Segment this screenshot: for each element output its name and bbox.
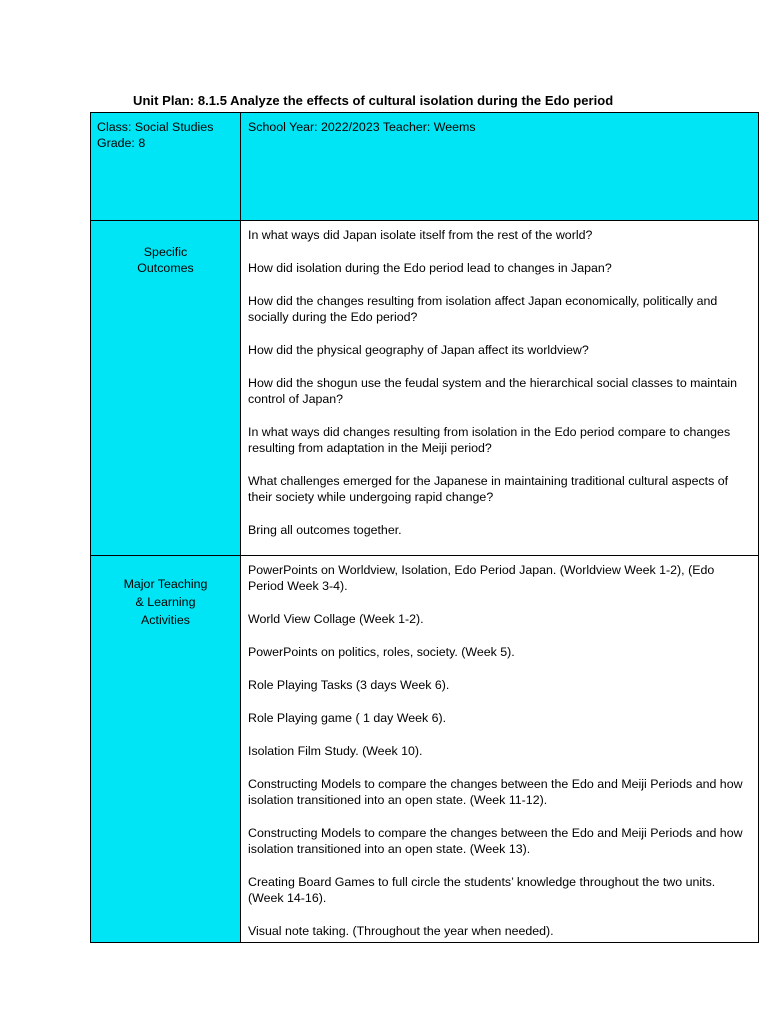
activity-item: Visual note taking. (Throughout the year when needed).: [248, 924, 554, 938]
activity-item: Creating Board Games to full circle the students’ knowledge throughout the two units. (Week 14-16).: [248, 875, 716, 905]
activity-item: Role Playing game ( 1 day Week 6).: [248, 711, 447, 725]
activity-item: PowerPoints on Worldview, Isolation, Edo Period Japan. (Worldview Week 1-2), (Edo Period Week 3-4).: [248, 563, 715, 593]
activity-item: Isolation Film Study. (Week 10).: [248, 744, 423, 758]
activity-item: Constructing Models to compare the changes between the Edo and Meiji Periods and how isolation transitioned into an open state. (Week 11-12).: [248, 777, 743, 807]
outcome-item: How did the shogun use the feudal system and the hierarchical social classes to maintain control of Japan?: [248, 376, 738, 406]
activity-item: World View Collage (Week 1-2).: [248, 612, 424, 626]
activities-label-cell: [91, 556, 241, 943]
header-row: [91, 113, 759, 221]
outcome-item: In what ways did changes resulting from isolation in the Edo period compare to changes resulting from adaptation in the Meiji period?: [248, 425, 731, 455]
activity-item: Constructing Models to compare the changes between the Edo and Meiji Periods and how isolation transitioned into an open state. (Week 13).: [248, 826, 743, 856]
activity-item: Role Playing Tasks (3 days Week 6).: [248, 678, 450, 692]
outcome-item: Bring all outcomes together.: [248, 523, 402, 537]
activity-item: PowerPoints on politics, roles, society. (Week 5).: [248, 645, 515, 659]
outcome-item: What challenges emerged for the Japanese in maintaining traditional cultural aspects of their society while undergoing rapid change?: [248, 474, 729, 504]
activities-label-line: Major Teaching: [123, 577, 208, 591]
outcomes-row: [91, 221, 759, 556]
activities-label-line: Activities: [141, 613, 190, 627]
outcomes-list: [241, 221, 759, 556]
school-year-teacher-label: School Year: 2022/2023 Teacher: Weems: [248, 120, 476, 134]
school-info-cell: [241, 113, 759, 221]
outcome-item: How did the physical geography of Japan affect its worldview?: [248, 343, 589, 357]
unit-plan-table: [90, 112, 759, 943]
unit-plan-title: Unit Plan: 8.1.5 Analyze the effects of cultural isolation during the Edo period: [133, 93, 614, 108]
outcomes-label-line: Specific: [143, 245, 188, 259]
activities-list: [241, 556, 759, 943]
outcome-item: In what ways did Japan isolate itself from the rest of the world?: [248, 228, 593, 242]
outcome-item: How did the changes resulting from isolation affect Japan economically, politically and socially during the Edo period?: [248, 294, 718, 324]
outcome-item: How did isolation during the Edo period lead to changes in Japan?: [248, 261, 612, 275]
outcomes-label-cell: [91, 221, 241, 556]
activities-row: [91, 556, 759, 943]
outcomes-label-line: Outcomes: [137, 261, 194, 275]
class-grade-cell: [91, 113, 241, 221]
grade-label: Grade: 8: [97, 136, 146, 150]
class-label: Class: Social Studies: [97, 120, 214, 134]
activities-label-line: & Learning: [135, 595, 196, 609]
